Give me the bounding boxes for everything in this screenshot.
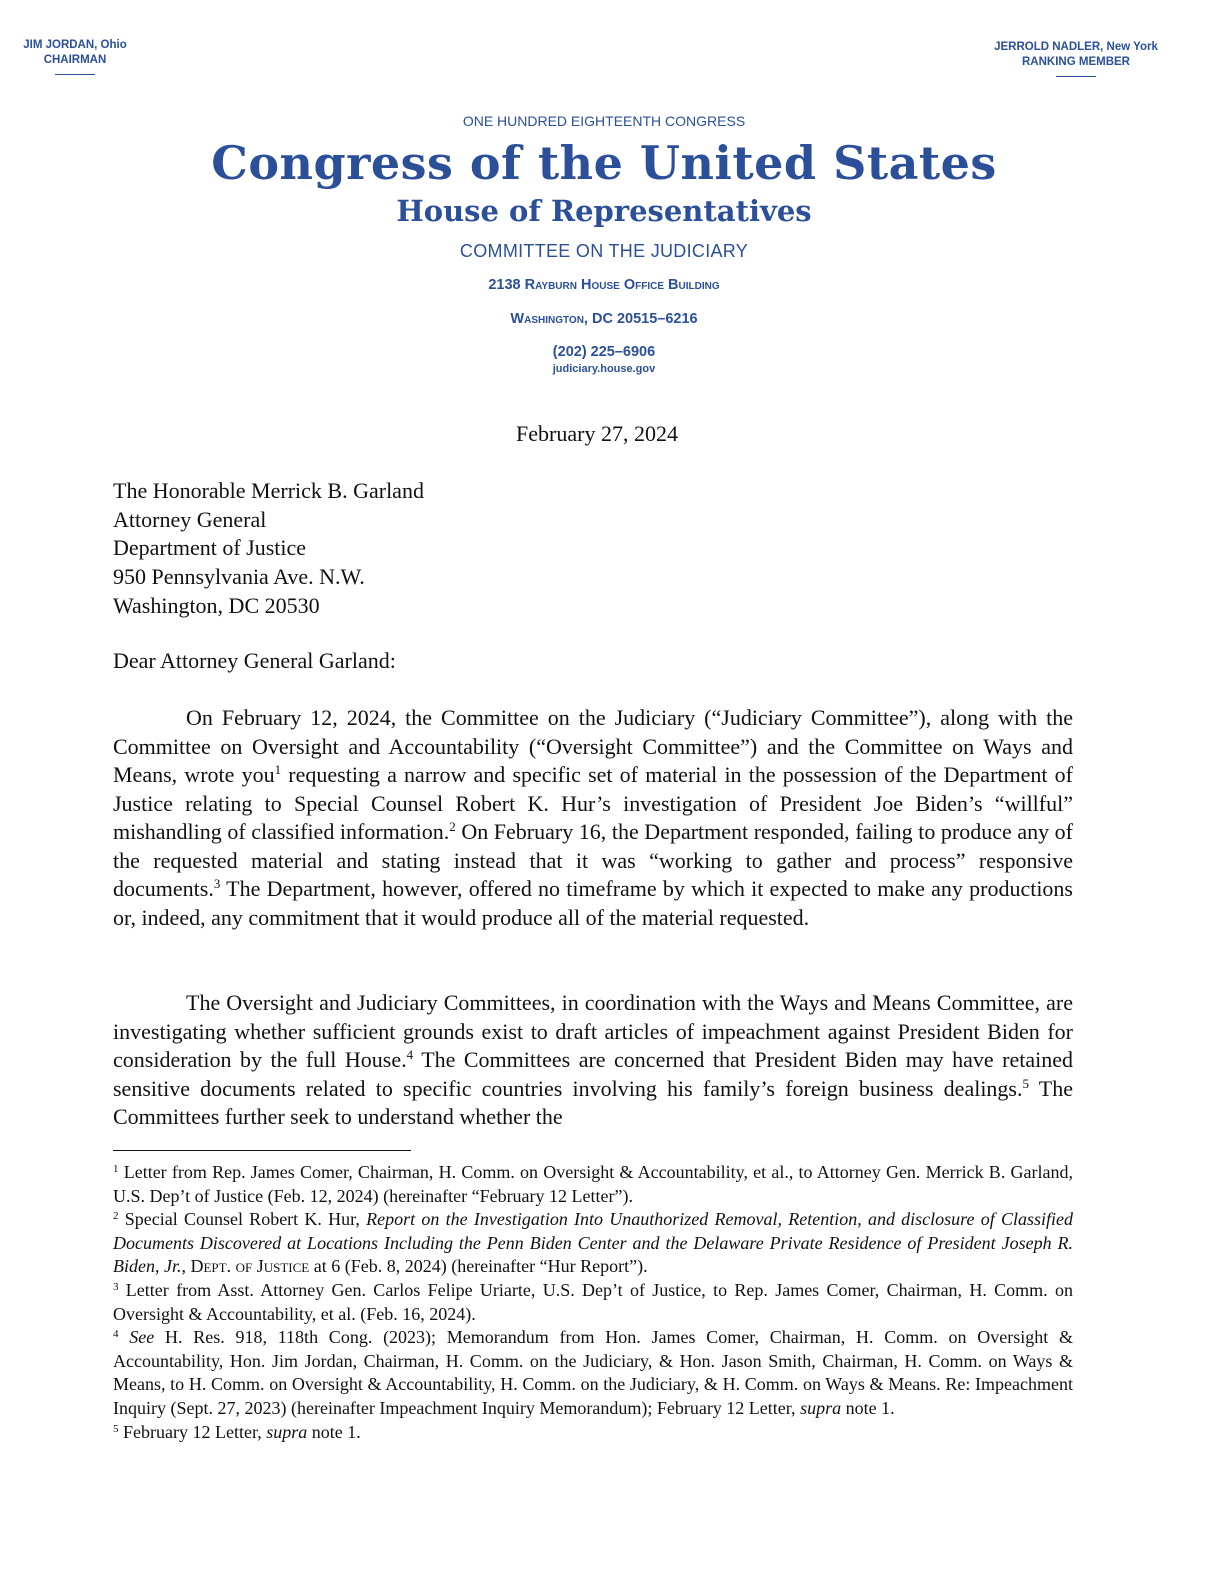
website: judiciary.house.gov xyxy=(552,363,656,375)
salutation: Dear Attorney General Garland: xyxy=(113,648,396,673)
footnote-text: note 1. xyxy=(841,1397,895,1418)
footnote-ref: 2 xyxy=(449,819,456,834)
footnote-3 xyxy=(113,1279,1073,1326)
footnote-number: 3 xyxy=(113,1280,119,1293)
recipient-address xyxy=(113,477,424,621)
house-of-representatives: House of Representatives xyxy=(396,194,812,228)
address-line-2: Washington, DC 20515–6216 xyxy=(510,311,698,327)
footnote-text: Special Counsel Robert K. Hur, xyxy=(118,1209,367,1230)
text-run: On February 12, 2024, the Committee on the Judiciary (“Judiciary Committee”), along with the Committee on Oversight and Accountability (“Oversight Committee”) and the Committee on Ways and Means, wrote you xyxy=(113,705,1073,787)
text-run: The Department, however, offered no timeframe by which it expected to make any productions or, indeed, any commitment that it would produce all of the material requested. xyxy=(113,876,1073,930)
footnote-4 xyxy=(113,1326,1073,1420)
supra: supra xyxy=(266,1421,308,1442)
footnote-number: 5 xyxy=(113,1422,119,1435)
signal-see: See xyxy=(118,1327,155,1348)
text-run: The Committees are concerned that President Biden may have retained sensitive documents related to specific countries involving his family’s foreign business dealings. xyxy=(113,1047,1073,1101)
supra: supra xyxy=(800,1397,842,1418)
phone-number: (202) 225–6906 xyxy=(552,344,656,360)
footnote-text: H. Res. 918, 118th Cong. (2023); Memorandum from Hon. James Comer, Chairman, H. Comm. on Oversight & Accountability, Hon. Jim Jordan, Chairman, H. Comm. on the Judiciary, & Hon. Jason Smith, Chairman, H. Comm. on Ways & Means, to H. Comm. on Oversight & Accountability, H. Comm. on the Judiciary, & H. Comm. on Ways & Means. Re: Impeachment Inquiry (Sept. 27, 2023) (hereinafter Impeachment Inquiry Memorandum); February 12 Letter, xyxy=(113,1327,1074,1418)
chairman-name: JIM JORDAN, Ohio xyxy=(23,39,127,51)
footnote-ref: 5 xyxy=(1022,1075,1029,1091)
chairman-title: CHAIRMAN xyxy=(43,54,107,66)
ranking-member-block xyxy=(985,40,1167,77)
congress-number: ONE HUNDRED EIGHTEENTH CONGRESS xyxy=(462,113,746,129)
publisher: Dept. of Justice xyxy=(190,1256,310,1277)
footnote-separator xyxy=(113,1150,411,1151)
chairman-rule xyxy=(55,74,95,75)
recipient-line: The Honorable Merrick B. Garland xyxy=(113,478,424,503)
footnote-number: 1 xyxy=(113,1163,119,1175)
footnote-ref: 1 xyxy=(274,762,282,777)
text-run: The Oversight and Judiciary Committees, in coordination with the Ways and Means Committee, are investigating whether sufficient grounds exist to draft articles of impeachment against President Biden for consideration by the full House. xyxy=(113,990,1073,1072)
footnote-text: , xyxy=(181,1256,191,1277)
body-paragraph-1 xyxy=(113,704,1073,932)
recipient-line: 950 Pennsylvania Ave. N.W. xyxy=(113,564,365,590)
footnote-text: note 1. xyxy=(307,1421,361,1442)
footnote-text: February 12 Letter, xyxy=(118,1421,267,1442)
address-line-1: 2138 Rayburn House Office Building xyxy=(488,277,720,293)
committee-name: COMMITTEE ON THE JUDICIARY xyxy=(459,241,749,261)
recipient-line: Washington, DC 20530 xyxy=(113,592,320,618)
footnote-ref: 3 xyxy=(213,876,221,891)
footnote-5 xyxy=(113,1421,1073,1445)
congress-of-the-united-states: Congress of the United States xyxy=(211,136,997,190)
ranking-member-title: RANKING MEMBER xyxy=(1022,56,1130,68)
footnote-text: Letter from Asst. Attorney Gen. Carlos Felipe Uriarte, U.S. Dep’t of Justice, to Rep. James Comer, Chairman, H. Comm. on Oversight & Accountability, et al. (Feb. 16, 2024). xyxy=(113,1279,1073,1324)
recipient-line: Attorney General xyxy=(113,506,267,532)
footnote-1 xyxy=(113,1161,1073,1208)
recipient-line: Department of Justice xyxy=(113,535,307,561)
text-run: requesting a narrow and specific set of material in the possession of the Department of Justice relating to Special Counsel Robert K. Hur’s investigation of President Joe Biden’s “willful” mishandling of classified information. xyxy=(113,762,1073,844)
ranking-member-name: JERROLD NADLER, New York xyxy=(994,41,1158,53)
footnotes xyxy=(113,1161,1073,1444)
body-paragraph-2 xyxy=(113,989,1073,1132)
footnote-ref: 4 xyxy=(406,1047,414,1062)
text-run: On February 16, the Department responded, failing to produce any of the requested material and stating instead that it was “working to gather and process” responsive documents. xyxy=(113,819,1073,901)
ranking-member-rule xyxy=(1056,76,1096,77)
chairman-block xyxy=(20,38,130,75)
letter-date: February 27, 2024 xyxy=(516,421,678,446)
footnote-number: 4 xyxy=(113,1328,119,1341)
footnote-text: Letter from Rep. James Comer, Chairman, H. Comm. on Oversight & Accountability, et al., to Attorney Gen. Merrick B. Garland, U.S. Dep’t of Justice (Feb. 12, 2024) (hereinafter “February 12 Letter”). xyxy=(113,1162,1073,1206)
footnote-number: 2 xyxy=(113,1210,119,1223)
text-run: The Committees further seek to understand whether the xyxy=(113,1075,1074,1129)
footnote-text: at 6 (Feb. 8, 2024) (hereinafter “Hur Report”). xyxy=(309,1256,648,1277)
report-title: Report on the Investigation Into Unauthorized Removal, Retention, and disclosure of Classified Documents Discovered at Locations Including the Penn Biden Center and the Delaware Private Residence of President Joseph R. Biden, Jr. xyxy=(113,1209,1073,1277)
footnote-2 xyxy=(113,1208,1073,1279)
